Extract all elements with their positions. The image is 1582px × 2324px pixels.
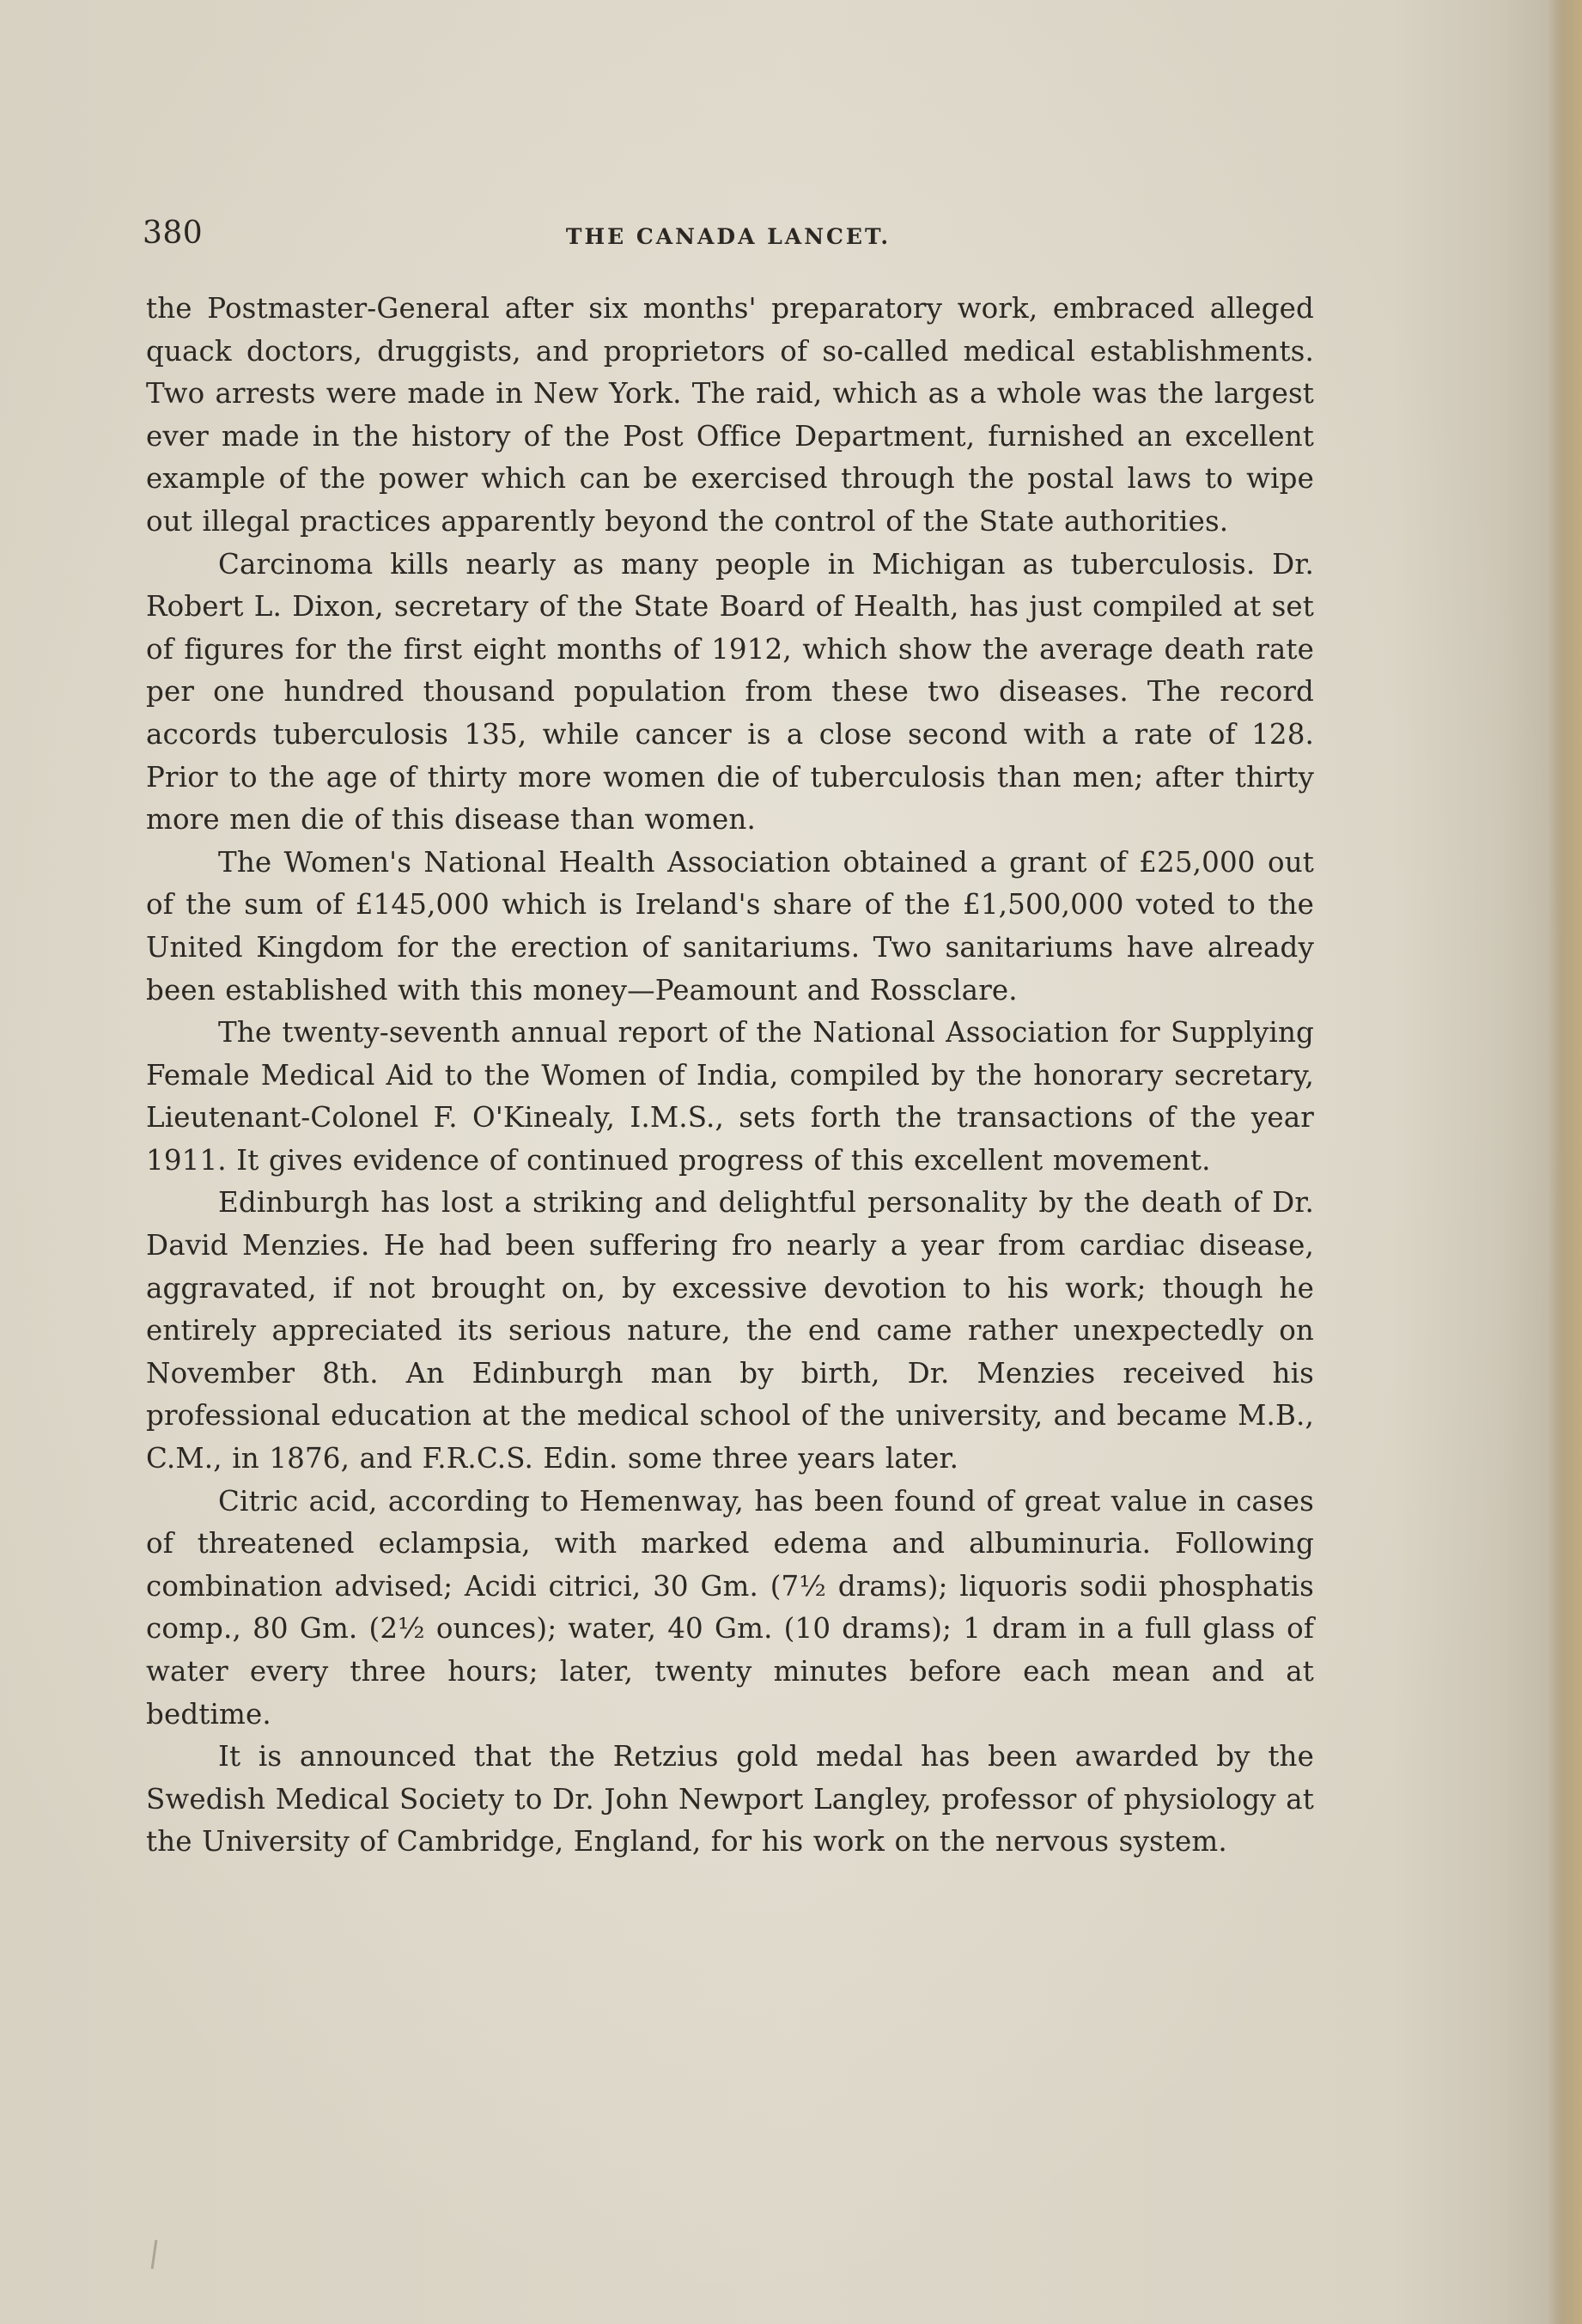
paragraph-female-medical-aid-india: The twenty-seventh annual report of the National Association for Supplying Female Medical Aid to the Women of India, compiled by the honorary secretary, Lieutenant-Colonel F. O'Kinealy, I.M.S., sets forth the transactions of the year 1911. It gives evidence of continued progress of this excellent movement.: [146, 1016, 1314, 1177]
paragraph-postal-raid: the Postmaster-General after six months' preparatory work, embraced alleged quack doctors, druggists, and proprietors of so-called medical establishments. Two arrests were made in New York. The raid, which as a whole was the largest ever made in the history of the Post Office Department, furnished an excellent example of the power which can be exercised through the postal laws to wipe out illegal practices apparently beyond the control of the State authorities.: [146, 292, 1314, 538]
margin-pencil-mark: [151, 2240, 158, 2269]
paragraph-carcinoma-michigan: Carcinoma kills nearly as many people in Michigan as tuberculosis. Dr. Robert L. Dixon, secretary of the State Board of Health, has just compiled at set of figures for the first eight months of 1912, which show the average death rate per one hundred thousand population from these two diseases. The record accords tuberculosis 135, while cancer is a close second with a rate of 128. Prior to the age of thirty more women die of tuberculosis than men; after thirty more men die of this disease than women.: [146, 547, 1314, 837]
article-body: [146, 288, 1314, 1864]
page-header: [143, 210, 1314, 258]
page-edge-shadow: [1548, 0, 1582, 2324]
running-head: THE CANADA LANCET.: [565, 224, 891, 249]
paragraph-womens-health-association: The Women's National Health Association obtained a grant of £25,000 out of the sum of £145,000 which is Ireland's share of the £1,500,000 voted to the United Kingdom for the erection of sanitariums. Two sanitariums have already been established with this money—Peamount and Rossclare.: [146, 845, 1314, 1007]
paragraph-david-menzies: Edinburgh has lost a striking and delightful personality by the death of Dr. David Menzies. He had been suffering fro nearly a year from cardiac disease, aggravated, if not brought on, by excessive devotion to his work; though he entirely appreciated its serious nature, the end came rather unexpectedly on November 8th. An Edinburgh man by birth, Dr. Menzies received his professional education at the medical school of the university, and became M.B., C.M., in 1876, and F.R.C.S. Edin. some three years later.: [146, 1186, 1314, 1475]
paragraph-citric-acid: Citric acid, according to Hemenway, has been found of great value in cases of threatened eclampsia, with marked edema and albuminuria. Following combination advised; Acidi citrici, 30 Gm. (7½ drams); liquoris sodii phosphatis comp., 80 Gm. (2½ ounces); water, 40 Gm. (10 drams); 1 dram in a full glass of water every three hours; later, twenty minutes before each mean and at bedtime.: [146, 1484, 1314, 1731]
paragraph-retzius-medal: It is announced that the Retzius gold medal has been awarded by the Swedish Medical Society to Dr. John Newport Langley, professor of physiology at the University of Cambridge, England, for his work on the nervous system.: [146, 1740, 1314, 1859]
page-number: 380: [143, 216, 204, 251]
